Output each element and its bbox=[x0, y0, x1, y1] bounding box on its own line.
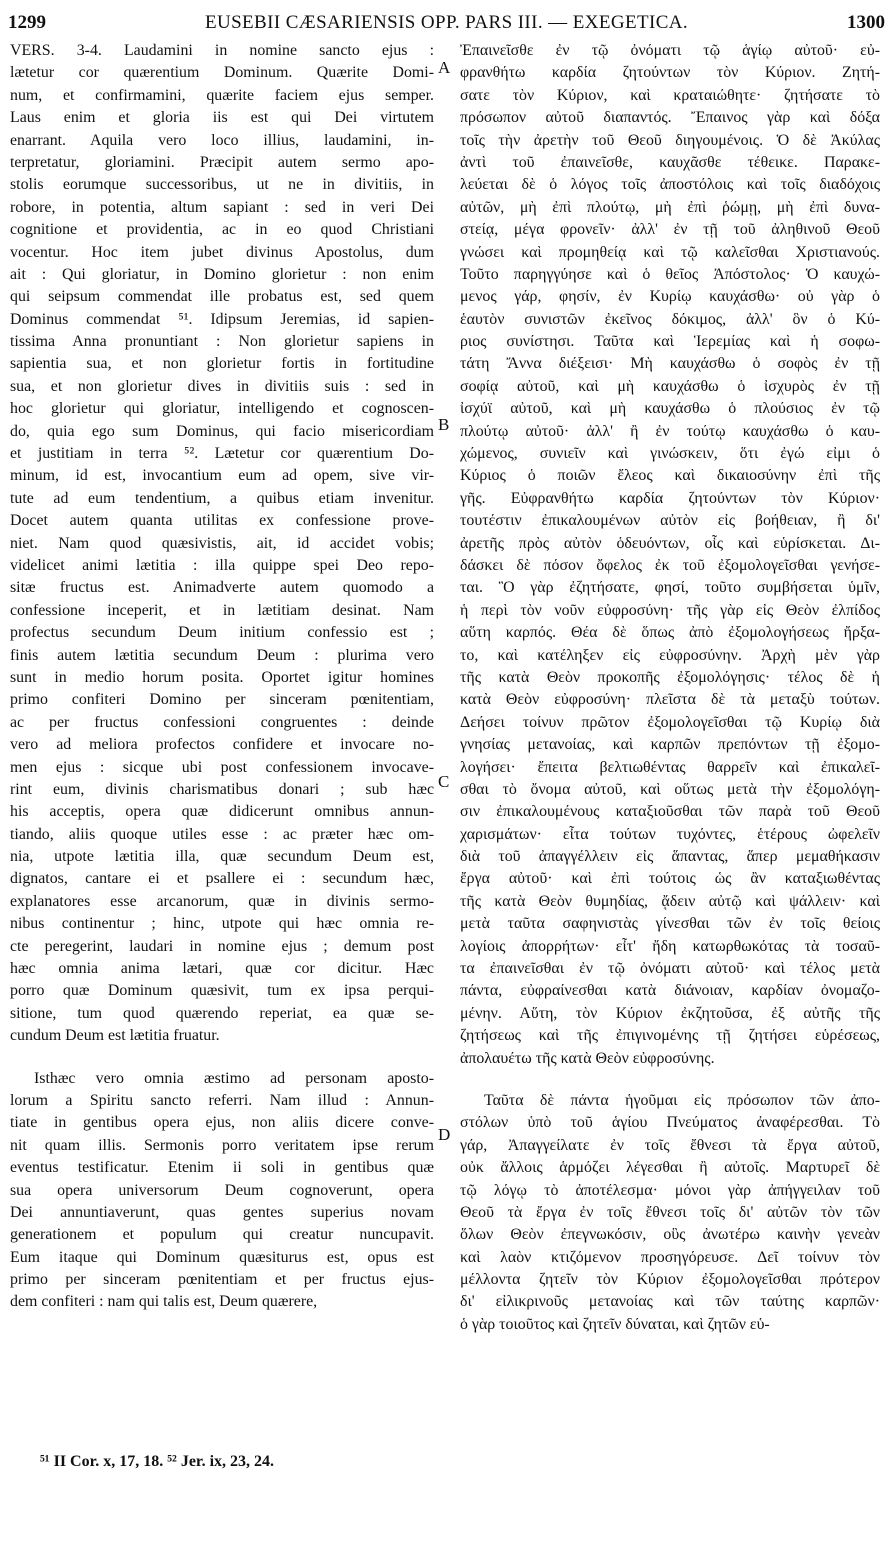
latin-column bbox=[10, 40, 434, 1314]
margin-letter-d: D bbox=[438, 1125, 451, 1144]
text-line: num, et confirmamini, quærite faciem ejus semper. bbox=[10, 86, 434, 104]
text-line: τῷ λόγῳ τὸ ἀποτέλεσμα· μόνοι γὰρ ἀπήγγειλαν τοῦ bbox=[460, 1181, 880, 1199]
text-line: χώμενος, συνιεῖν καὶ γινώσκειν, ὅτι ἐγώ εἰμι ὁ bbox=[460, 445, 880, 463]
text-line: ριος συνίστησι. Ταῦτα καὶ Ἱερεμίας καὶ ἡ σοφω- bbox=[460, 333, 880, 351]
text-line: do, quia ego sum Dominus, qui facio misericordiam bbox=[10, 422, 434, 440]
text-line: τάτη Ἄννα διέξεισι· Μὴ καυχάσθω ὁ σοφὸς ἐν τῇ bbox=[460, 355, 880, 373]
text-line: πάντα, εὐφραίνεσθαι κατὰ διάνοιαν, καρδίαν ὀνομαζο- bbox=[460, 982, 880, 1000]
latin-paragraph-1 bbox=[10, 40, 434, 1048]
text-line: σατε τὸν Κύριον, καὶ κραταιώθητε· ζητήσατε τὸ bbox=[460, 86, 880, 104]
text-line: nia, utpote lætitia illa, quæ secundum Deum est, bbox=[10, 848, 434, 866]
greek-column bbox=[460, 40, 880, 1336]
text-line: γνησίας μετανοίας, καὶ καρπῶν πρεπόντων τῇ ἐξομο- bbox=[460, 736, 880, 754]
text-line: τοῖς τὴν ἀρετὴν τοῦ Θεοῦ διηγουμένοις. Ὁ δὲ Ἀκύλας bbox=[460, 131, 880, 149]
text-line: cognitione et providentia, ac in eo quod Christiani bbox=[10, 221, 434, 239]
text-line: διὰ τοῦ ἀπαγγέλλειν εἰς ἅπαντας, ἅπερ μεμαθήκασιν bbox=[460, 848, 880, 866]
text-line: tiando, aliis quoque utiles esse : ac præter hæc om- bbox=[10, 825, 434, 843]
text-line: ἀρετῆς πρὸς αὐτὸν ὁδευόντων, οἷς καὶ εὑρίσκεται. Δι- bbox=[460, 534, 880, 552]
text-line: sapientia sua, et non glorietur fortis in fortitudine bbox=[10, 355, 434, 373]
text-line: τῆς κατὰ Θεὸν προκοπῆς ἐξομολόγησις· τέλος δὲ ἡ bbox=[460, 668, 880, 686]
text-line: qui seipsum commendat ille probatus est, sed quem bbox=[10, 288, 434, 306]
text-line: Ταῦτα δὲ πάντα ἡγοῦμαι εἰς πρόσωπον τῶν ἀπο- bbox=[484, 1091, 880, 1109]
text-line: ὅλων Θεὸν ἐπεγνωκόσιν, οὓς ἀνωτέρω καινὴν γενεὰν bbox=[460, 1226, 880, 1244]
text-line: ἀντὶ τοῦ ἐπαινεῖσθε, καυχᾶσθε τέθεικε. Παρακε- bbox=[460, 153, 880, 171]
text-line: tiate in gentibus opera ejus, non aliis dicere conve- bbox=[10, 1114, 434, 1132]
text-line: dignatos, cantare ei et psallere ei : secundum hæc, bbox=[10, 870, 434, 888]
margin-letter-b: B bbox=[438, 415, 450, 434]
text-line: niet. Nam quod quæsivistis, ait, id accidet vobis; bbox=[10, 534, 434, 552]
text-line: primo confiteri Domino per sinceram pœnitentiam, bbox=[10, 691, 434, 709]
footnotes: ⁵¹ II Cor. x, 17, 18. ⁵² Jer. ix, 23, 24. bbox=[40, 1453, 275, 1470]
text-line: δι' εἰλικρινοῦς μετανοίας καὶ τῶν ταύτης καρπῶν· bbox=[460, 1293, 880, 1311]
text-line: γάρ, Ἀπαγγείλατε ἐν τοῖς ἔθνεσι τὰ ἔργα αὐτοῦ, bbox=[460, 1136, 880, 1154]
text-line: αὕτη καρπός. Θέα δὲ ὅπως ἀπὸ ἐξομολογήσεως ἤρξα- bbox=[460, 624, 880, 642]
latin-paragraph-2 bbox=[10, 1068, 434, 1314]
page-number-left: 1299 bbox=[8, 12, 46, 33]
text-line: nibus continentur ; hinc, utpote qui hæc omnia re- bbox=[10, 915, 434, 933]
text-line: generationem et populum qui creatur nuncupavit. bbox=[10, 1226, 434, 1244]
text-line: λεύεται δὲ ὁ λόγος τοῖς ἀποστόλοις καὶ τοῖς διαδόχοις bbox=[460, 176, 880, 194]
text-line: ὁ γὰρ τοιοῦτος καὶ ζητεῖν δύναται, καὶ ζητῶν εὑ- bbox=[460, 1315, 770, 1333]
text-line: τα ἐπαινεῖσθαι ἐν τῷ ὀνόματι αὐτοῦ· καὶ τέλος μετὰ bbox=[460, 960, 880, 978]
text-line: tissima Anna pronuntiant : Non glorietur sapiens in bbox=[10, 333, 434, 351]
text-line: Δεήσει τοίνυν πρῶτον ἐξομολογεῖσθαι τῷ Κυρίῳ διὰ bbox=[460, 713, 880, 731]
text-line: Κύριος ὁ ποιῶν ἔλεος καὶ δικαιοσύνην ἐπὶ τῆς bbox=[460, 467, 880, 485]
text-line: Ἐπαινεῖσθε ἐν τῷ ὀνόματι τῷ ἁγίῳ αὐτοῦ· εὐ- bbox=[460, 42, 880, 59]
text-line: μένην. Αὕτη, τὸν Κύριον ἐκζητοῦσα, ἐξ αὐτῆς τῆς bbox=[460, 1004, 880, 1022]
text-line: explanatores esse arcanorum, quæ in divinis sermo- bbox=[10, 892, 434, 910]
text-line: ἑαυτὸν συνιστῶν ἐκεῖνος δόκιμος, ἀλλ' ὃν ὁ Κύ- bbox=[460, 310, 880, 328]
text-line: λογίοις ἀπορρήτων· εἶτ' ἤδη κατωρθωκότας τὰ τοσαῦ- bbox=[460, 937, 880, 955]
text-line: Docet autem quanta utilitas ex confessione prove- bbox=[10, 512, 434, 530]
text-line: αὐτῶν, μὴ ἐπὶ πλούτῳ, μὴ ἐπὶ ῥώμῃ, μὴ ἐπὶ δυνα- bbox=[460, 198, 880, 216]
text-line: his acceptis, opera quæ didicerunt omnibus annun- bbox=[10, 803, 434, 821]
page-number-right: 1300 bbox=[847, 12, 885, 33]
margin-letter-c: C bbox=[438, 772, 450, 791]
text-line: robore, in potentia, altum sapiant : sed in veri Dei bbox=[10, 198, 434, 216]
text-line: confessione inceperit, et in lætitiam desinat. Nam bbox=[10, 601, 434, 619]
text-line: κατὰ Θεὸν εὐφροσύνη· πλεῖστα δὲ τὰ μεταξὺ τούτων. bbox=[460, 691, 880, 709]
text-line: sua, et non glorietur dives in divitiis suis : sed in bbox=[10, 377, 434, 395]
text-line: Dominus commendat ⁵¹. Idipsum Jeremias, id sapien- bbox=[10, 310, 434, 328]
text-line: Τοῦτο παρηγγύησε καὶ ὁ θεῖος Ἀπόστολος· Ὁ καυχώ- bbox=[460, 265, 880, 283]
text-line: πλούτῳ αὐτοῦ· ἀλλ' ἢ ἐν τούτῳ καυχάσθω ὁ καυ- bbox=[460, 422, 880, 440]
text-line: men ejus : sicque ubi post confessionem invocave- bbox=[10, 758, 434, 776]
text-line: stolis eorumque successoribus, ut ne in divitiis, in bbox=[10, 176, 434, 194]
greek-paragraph-1 bbox=[460, 40, 880, 1070]
text-line: μετὰ ταῦτα σαφηνιστὰς γίνεσθαι τῶν ἐν τοῖς θείοις bbox=[460, 915, 880, 933]
running-header bbox=[8, 8, 885, 38]
text-line: enarrant. Aquila vero loco illius, laudamini, in- bbox=[10, 131, 434, 149]
text-line: sua opera universorum Deum cognoverunt, opera bbox=[10, 1181, 434, 1199]
text-line: terpretatur, gloriamini. Præcipit autem sermo apo- bbox=[10, 153, 434, 171]
text-line: ἀπολαυέτω τῆς κατὰ Θεὸν εὐφροσύνης. bbox=[460, 1049, 715, 1067]
greek-paragraph-2 bbox=[460, 1090, 880, 1336]
text-line: δάσκει δὲ πόσον ὄφελος ἐκ τοῦ ἐξομολογεῖσθαι γενήσε- bbox=[460, 556, 880, 574]
text-line: finis autem lætitia secundum Deum : plurima vero bbox=[10, 646, 434, 664]
text-line: ac per fructus confessioni congruentes : deinde bbox=[10, 713, 434, 731]
text-line: σοφίᾳ αὐτοῦ, καὶ μὴ καυχάσθω ὁ ἰσχυρὸς ἐν τῇ bbox=[460, 377, 880, 395]
text-line: Isthæc vero omnia æstimo ad personam aposto- bbox=[34, 1069, 434, 1087]
text-line: VERS. 3-4. Laudamini in nomine sancto ejus : bbox=[10, 42, 434, 59]
text-line: hæc omnia anima lætari, quæ cor dicitur. Hæc bbox=[10, 960, 434, 978]
running-title: EUSEBII CÆSARIENSIS OPP. PARS III. — EXEGETICA. bbox=[204, 12, 689, 33]
text-line: στόλων ὑπὸ τοῦ ἁγίου Πνεύματος ἀναφέρεσθαι. Τὸ bbox=[460, 1114, 880, 1132]
text-line: τῆς κατὰ Θεὸν θυμηδίας, ᾄδειν αὐτῷ καὶ ψάλλειν· καὶ bbox=[460, 892, 880, 910]
text-line: ait : Qui gloriatur, in Domino glorietur : non enim bbox=[10, 265, 434, 283]
text-line: eventus testificatur. Etenim ii soli in gentibus quæ bbox=[10, 1159, 434, 1177]
text-line: μέλλοντα ζητεῖν τὸν Κύριον ἐξομολογεῖσθαι πρότερον bbox=[460, 1271, 880, 1289]
text-line: Eum itaque qui Dominum quæsiturus est, opus est bbox=[10, 1248, 434, 1266]
text-line: Laus enim et gloria iis est qui Dei virtutem bbox=[10, 109, 434, 127]
text-line: rint eum, divinis charismatibus donari ; sub hæc bbox=[10, 780, 434, 798]
text-line: porro quæ Dominum quæsivit, tum ex ipsa perqui- bbox=[10, 982, 434, 1000]
text-line: nit quam illis. Sermonis porro veritatem ipse rerum bbox=[10, 1136, 434, 1154]
text-line: φρανθήτω καρδία ζητούντων τὸν Κύριον. Ζητή- bbox=[460, 64, 880, 82]
text-line: sitæ fructus est. Animadverte autem quomodo a bbox=[10, 579, 434, 597]
text-line: dem confiteri : nam qui talis est, Deum quærere, bbox=[10, 1293, 318, 1311]
text-line: τουτέστιν ἐπικαλουμένων αὐτὸν εἰς βοήθειαν, ἢ δι' bbox=[460, 512, 880, 530]
text-line: lorum a Spiritu sancto referri. Nam illud : Annun- bbox=[10, 1091, 434, 1109]
text-line: ἰσχύϊ αὐτοῦ, καὶ μὴ καυχάσθω ὁ πλούσιος ἐν τῷ bbox=[460, 400, 880, 418]
text-line: primo per sinceram pœnitentiam et per fructus ejus- bbox=[10, 1271, 434, 1289]
text-line: το, καὶ κατέληξεν εἰς εὐφροσύνην. Ἀρχὴ μὲν γὰρ bbox=[460, 646, 880, 664]
text-line: minum, id est, invocantium eum ad opem, sive vir- bbox=[10, 467, 434, 485]
text-line: σθαι τὸ ὄνομα αὐτοῦ, καὶ οὕτως μετὰ τὴν ἐξομολόγη- bbox=[460, 780, 880, 798]
text-line: γνώσει καὶ προμηθείᾳ καὶ τῷ καλεῖσθαι Χριστιανούς. bbox=[460, 243, 880, 261]
text-line: μενος γάρ, φησίν, ἐν Κυρίῳ καυχάσθω· οὐ γὰρ ὁ bbox=[460, 288, 880, 306]
text-line: χαρισμάτων· εἶτα τούτων τυχόντες, ἑτέρους ὠφελεῖν bbox=[460, 825, 880, 843]
paragraph-gap bbox=[10, 1048, 434, 1068]
text-line: cundum Deum est lætitia fruatur. bbox=[10, 1027, 220, 1045]
text-line: et justitiam in terra ⁵². Lætetur cor quærentium Do- bbox=[10, 445, 434, 463]
text-line: profectus secundum Deum initium confessio est ; bbox=[10, 624, 434, 642]
text-line: λογήσει· ἔπειτα βελτιωθέντας θαρρεῖν καὶ ἐπικαλεῖ- bbox=[460, 758, 880, 776]
text-line: vero ad meliora profectos confidere et invocare no- bbox=[10, 736, 434, 754]
text-line: sitione, tum quod quærendo reperiat, ea quæ se- bbox=[10, 1004, 434, 1022]
text-line: hoc glorietur qui gloriatur, intelligendo et cognoscen- bbox=[10, 400, 434, 418]
text-line: tute ad eum tendentium, a quibus etiam invenitur. bbox=[10, 489, 434, 507]
text-line: cte peregerint, laudari in nomine ejus ; demum post bbox=[10, 937, 434, 955]
text-line: καὶ λαὸν κτιζόμενον προσηγόρευσε. Δεῖ τοίνυν τὸν bbox=[460, 1248, 880, 1266]
paragraph-gap bbox=[460, 1070, 880, 1090]
text-line: videlicet animi lætitia : illa quippe spei Deo repo- bbox=[10, 556, 434, 574]
text-line: ἡ περὶ τὸν νοῦν εὐφροσύνη· τῆς γὰρ εἰς Θεὸν ἐλπίδος bbox=[460, 601, 880, 619]
text-line: οὐκ ἄλλοις ἁρμόζει λέγεσθαι ἢ αὐτοῖς. Μαρτυρεῖ δὲ bbox=[460, 1159, 880, 1177]
text-line: Dei annuntiaverunt, quas gentes superius novam bbox=[10, 1203, 434, 1221]
text-line: σιν ἐπικαλουμένους καταξιοῦσθαι τῶν παρὰ τοῦ Θεοῦ bbox=[460, 803, 880, 821]
text-line: vocentur. Hoc item jubet divinus Apostolus, dum bbox=[10, 243, 434, 261]
text-line: Θεοῦ τὰ ἔργα ἐν τοῖς ἔθνεσι τοῖς δι' αὐτῶν τὸν τῶν bbox=[460, 1203, 880, 1221]
margin-letter-a: A bbox=[438, 58, 451, 77]
text-line: sunt in medio horum posita. Oportet igitur homines bbox=[10, 668, 434, 686]
text-line: γῆς. Εὐφρανθήτω καρδία ζητούντων τὸν Κύριον· bbox=[460, 489, 880, 507]
text-line: lætetur cor quærentium Dominum. Quærite Domi- bbox=[10, 64, 434, 82]
text-line: ζητήσεως καὶ τῆς ἐπιγινομένης τῇ ζητήσει εὑρέσεως, bbox=[460, 1027, 880, 1045]
text-line: πρόσωπον αὐτοῦ διαπαντός. Ἔπαινος γὰρ καὶ δόξα bbox=[460, 109, 880, 127]
text-line: ται. Ὃ γὰρ ἐζητήσατε, φησί, τοῦτο συμβήσεται ὑμῖν, bbox=[460, 579, 880, 597]
text-line: στείᾳ, μέγα φρονεῖν· ἀλλ' ἐν τῇ τοῦ ἀληθινοῦ Θεοῦ bbox=[460, 221, 880, 239]
text-line: ἔργα αὐτοῦ· καὶ ἐπὶ τούτοις ὡς ἂν καταξιωθέντας bbox=[460, 870, 880, 888]
